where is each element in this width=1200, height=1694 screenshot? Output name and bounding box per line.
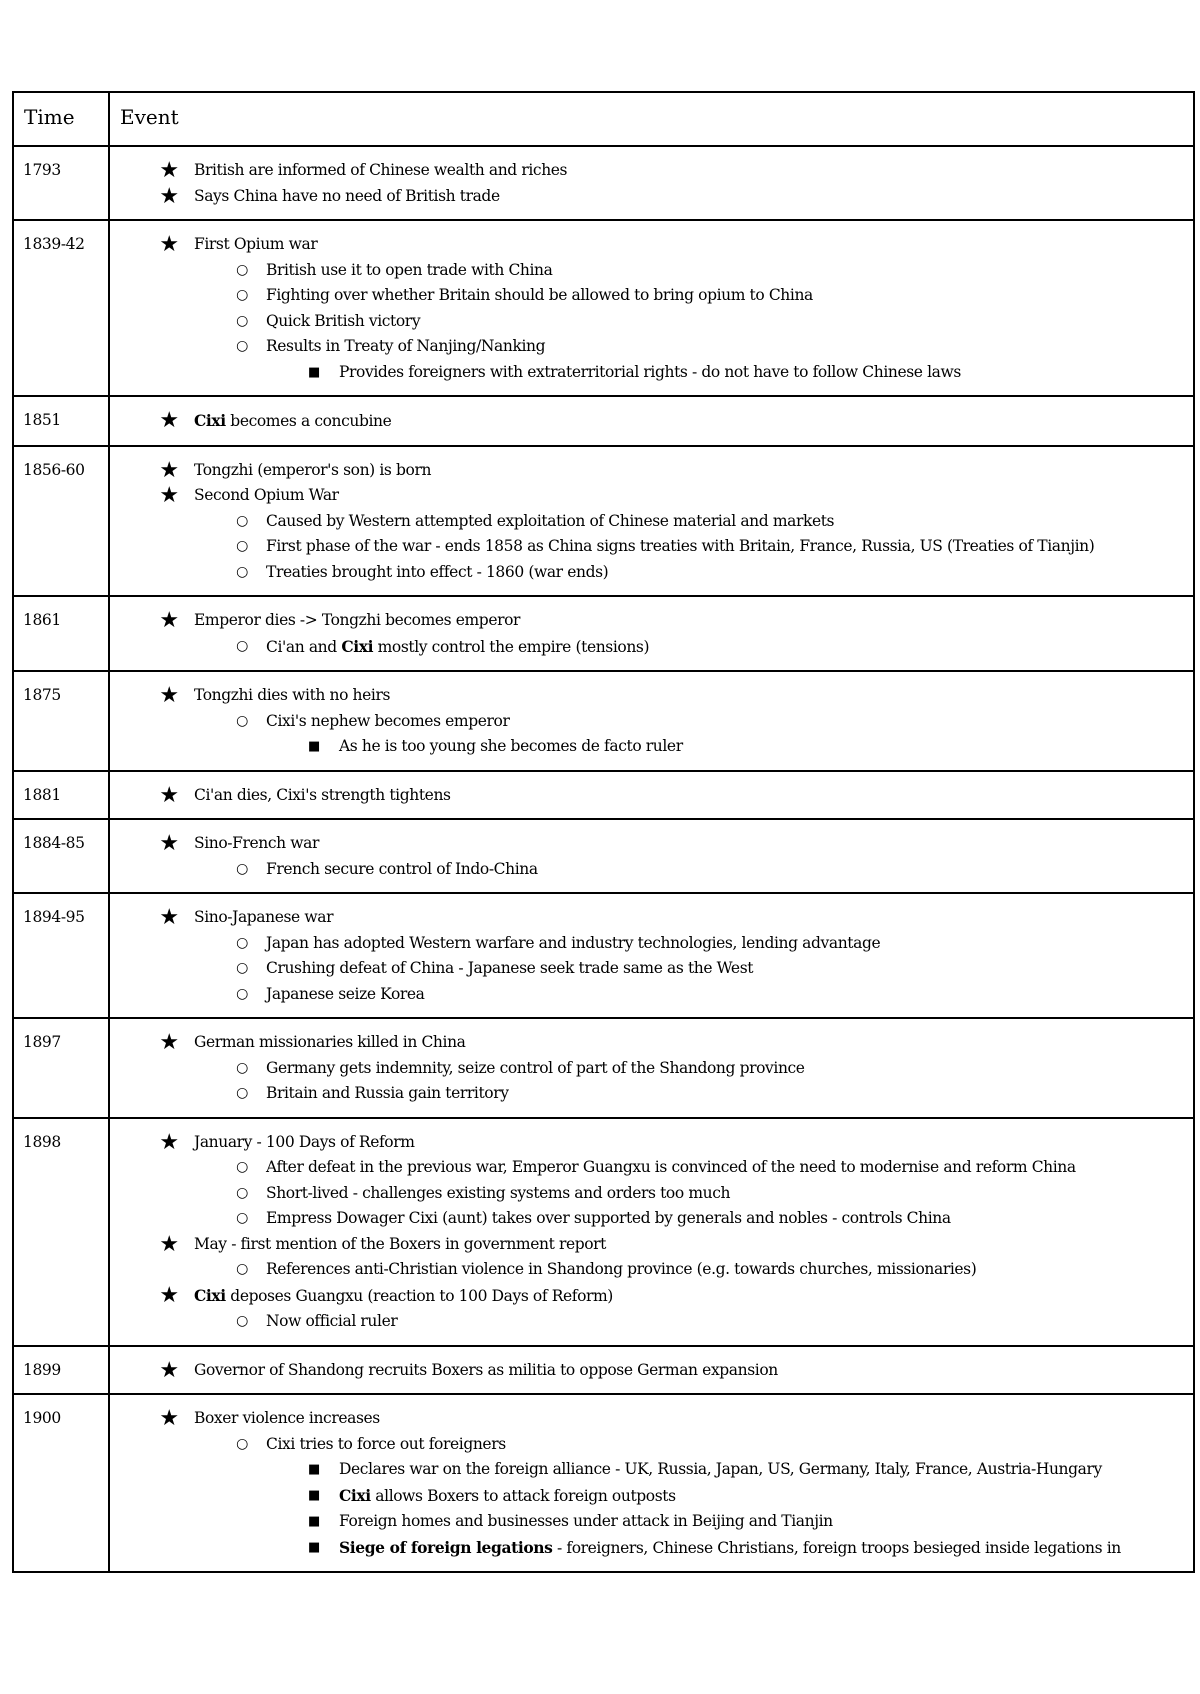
- square-bullet-icon: ■: [308, 1539, 320, 1555]
- event-header: Event: [109, 92, 1194, 146]
- list-item: [119, 1509, 1185, 1535]
- item-text: French secure control of Indo-China: [266, 859, 538, 878]
- table-row: [13, 146, 1194, 220]
- list-item: [119, 560, 1185, 586]
- time-cell: 1899: [13, 1346, 109, 1395]
- list-item: [119, 608, 1185, 634]
- item-text: First phase of the war - ends 1858 as China signs treaties with Britain, France, Russia, US (Treaties of Tianjin): [266, 537, 1095, 555]
- item-text: Boxer violence increases: [194, 1409, 380, 1427]
- star-bullet-icon: ★: [159, 232, 179, 257]
- list-item: [119, 931, 1185, 957]
- item-text: mostly control the empire (tensions): [373, 637, 650, 656]
- list-item: [119, 831, 1185, 857]
- circle-bullet-icon: ○: [236, 312, 248, 329]
- star-bullet-icon: ★: [159, 782, 179, 808]
- list-item: [119, 1181, 1185, 1207]
- star-bullet-icon: ★: [159, 1357, 179, 1383]
- emphasized-text: Siege of foreign legations: [339, 1537, 553, 1557]
- event-cell: [109, 220, 1194, 396]
- emphasized-text: Cixi: [194, 411, 226, 430]
- list-item: [119, 483, 1185, 509]
- item-text: deposes Guangxu (reaction to 100 Days of Reform): [225, 1286, 613, 1305]
- time-cell: 1884-85: [13, 819, 109, 893]
- square-bullet-icon: ■: [308, 1462, 320, 1477]
- item-text: Tongzhi (emperor's son) is born: [194, 460, 432, 479]
- table-row: [13, 220, 1194, 396]
- table-row: [13, 1018, 1194, 1118]
- item-text: Ci'an and: [266, 637, 342, 656]
- item-text: References anti-Christian violence in Shandong province (e.g. towards churches, missionaries): [266, 1260, 977, 1278]
- event-cell: [109, 893, 1194, 1018]
- item-text: Cixi tries to force out foreigners: [266, 1434, 506, 1453]
- event-cell: [109, 1018, 1194, 1118]
- star-bullet-icon: ★: [159, 483, 179, 508]
- list-item: [119, 634, 1185, 661]
- table-row: [13, 396, 1194, 446]
- time-cell: 1851: [13, 396, 109, 446]
- time-cell: 1875: [13, 671, 109, 771]
- list-item: [119, 1483, 1185, 1510]
- list-item: [119, 509, 1185, 535]
- emphasized-text: Cixi: [339, 1485, 371, 1505]
- event-cell: [109, 1118, 1194, 1346]
- timeline-table: [12, 91, 1195, 1573]
- list-item: [119, 1406, 1185, 1432]
- circle-bullet-icon: ○: [236, 287, 248, 303]
- circle-bullet-icon: ○: [236, 860, 248, 877]
- item-text: First Opium war: [194, 235, 318, 253]
- list-item: [119, 1155, 1185, 1181]
- event-cell: [109, 446, 1194, 597]
- event-cell: [109, 819, 1194, 893]
- emphasized-text: Cixi: [194, 1285, 226, 1305]
- list-item: [119, 1309, 1185, 1335]
- table-row: [13, 1346, 1194, 1395]
- circle-bullet-icon: ○: [236, 1313, 248, 1329]
- star-bullet-icon: ★: [159, 1282, 179, 1308]
- event-cell: [109, 146, 1194, 220]
- list-item: [119, 158, 1185, 184]
- list-item: [119, 232, 1185, 258]
- item-text: British are informed of Chinese wealth and riches: [194, 161, 568, 179]
- list-item: [119, 683, 1185, 709]
- list-item: [119, 1030, 1185, 1056]
- item-text: Governor of Shandong recruits Boxers as militia to oppose German expansion: [194, 1360, 778, 1379]
- item-text: Sino-Japanese war: [194, 908, 334, 926]
- square-bullet-icon: ■: [308, 1514, 320, 1529]
- list-item: [119, 184, 1185, 210]
- event-cell: [109, 596, 1194, 671]
- star-bullet-icon: ★: [159, 683, 179, 708]
- time-cell: 1881: [13, 771, 109, 820]
- circle-bullet-icon: ○: [236, 637, 248, 654]
- list-item: [119, 408, 1185, 435]
- item-text: Results in Treaty of Nanjing/Nanking: [266, 337, 546, 355]
- star-bullet-icon: ★: [159, 1030, 179, 1055]
- item-text: Germany gets indemnity, seize control of part of the Shandong province: [266, 1058, 805, 1077]
- item-text: Ci'an dies, Cixi's strength tightens: [194, 785, 451, 804]
- circle-bullet-icon: ○: [236, 1261, 248, 1277]
- time-cell: 1897: [13, 1018, 109, 1118]
- list-item: [119, 534, 1185, 560]
- list-item: [119, 1206, 1185, 1232]
- time-header: Time: [13, 92, 109, 146]
- table-row: [13, 1394, 1194, 1572]
- time-cell: 1793: [13, 146, 109, 220]
- star-bullet-icon: ★: [159, 1231, 179, 1257]
- time-cell: 1861: [13, 596, 109, 671]
- list-item: [119, 734, 1185, 760]
- item-text: Now official ruler: [266, 1312, 398, 1330]
- list-item: [119, 309, 1185, 335]
- time-cell: 1894-95: [13, 893, 109, 1018]
- time-cell: 1839-42: [13, 220, 109, 396]
- list-item: [119, 458, 1185, 484]
- star-bullet-icon: ★: [159, 158, 179, 183]
- circle-bullet-icon: ○: [236, 712, 248, 729]
- item-text: Crushing defeat of China - Japanese seek trade same as the West: [266, 959, 754, 977]
- circle-bullet-icon: ○: [236, 1210, 248, 1226]
- header-row: [13, 92, 1194, 146]
- list-item: [119, 258, 1185, 284]
- list-item: [119, 1535, 1185, 1562]
- item-text: Tongzhi dies with no heirs: [194, 686, 391, 704]
- star-bullet-icon: ★: [159, 831, 179, 856]
- time-cell: 1856-60: [13, 446, 109, 597]
- item-text: Empress Dowager Cixi (aunt) takes over supported by generals and nobles - controls China: [266, 1209, 951, 1227]
- star-bullet-icon: ★: [159, 1406, 179, 1431]
- list-item: [119, 283, 1185, 309]
- list-item: [119, 1130, 1185, 1156]
- circle-bullet-icon: ○: [236, 1085, 248, 1101]
- list-item: [119, 334, 1185, 360]
- table-row: [13, 671, 1194, 771]
- star-bullet-icon: ★: [159, 457, 179, 483]
- item-text: Cixi's nephew becomes emperor: [266, 711, 510, 730]
- circle-bullet-icon: ○: [236, 1435, 248, 1452]
- table-row: [13, 893, 1194, 1018]
- item-text: becomes a concubine: [225, 412, 392, 430]
- list-item: [119, 1056, 1185, 1082]
- list-item: [119, 1283, 1185, 1310]
- item-text: Japanese seize Korea: [266, 984, 425, 1003]
- list-item: [119, 905, 1185, 931]
- item-text: After defeat in the previous war, Emperor Guangxu is convinced of the need to modernise and reform China: [266, 1158, 1076, 1176]
- square-bullet-icon: ■: [308, 364, 320, 380]
- list-item: [119, 1257, 1185, 1283]
- list-item: [119, 1081, 1185, 1107]
- item-text: British use it to open trade with China: [266, 260, 553, 279]
- event-cell: [109, 1346, 1194, 1395]
- list-item: [119, 956, 1185, 982]
- circle-bullet-icon: ○: [236, 960, 248, 976]
- item-text: allows Boxers to attack foreign outposts: [370, 1486, 676, 1505]
- star-bullet-icon: ★: [159, 408, 179, 433]
- circle-bullet-icon: ○: [236, 934, 248, 951]
- item-text: Fighting over whether Britain should be allowed to bring opium to China: [266, 286, 813, 304]
- item-text: Caused by Western attempted exploitation of Chinese material and markets: [266, 511, 835, 530]
- circle-bullet-icon: ○: [236, 338, 248, 354]
- item-text: Declares war on the foreign alliance - UK, Russia, Japan, US, Germany, Italy, France, Austria-Hungary: [339, 1460, 1102, 1478]
- table-row: [13, 1118, 1194, 1346]
- star-bullet-icon: ★: [159, 905, 179, 930]
- table-row: [13, 596, 1194, 671]
- emphasized-text: Cixi: [341, 636, 374, 656]
- table-row: [13, 819, 1194, 893]
- circle-bullet-icon: ○: [236, 512, 248, 529]
- item-text: Quick British victory: [266, 311, 421, 330]
- item-text: Britain and Russia gain territory: [266, 1084, 509, 1102]
- star-bullet-icon: ★: [159, 183, 179, 209]
- circle-bullet-icon: ○: [236, 985, 248, 1002]
- event-cell: [109, 671, 1194, 771]
- item-text: As he is too young she becomes de facto ruler: [339, 737, 683, 755]
- star-bullet-icon: ★: [159, 608, 179, 633]
- item-text: Short-lived - challenges existing systems and orders too much: [266, 1183, 731, 1202]
- circle-bullet-icon: ○: [236, 1184, 248, 1201]
- item-text: Second Opium War: [194, 486, 339, 504]
- list-item: [119, 783, 1185, 809]
- item-text: Emperor dies -> Tongzhi becomes emperor: [194, 611, 521, 629]
- item-text: Says China have no need of British trade: [194, 186, 500, 205]
- circle-bullet-icon: ○: [236, 261, 248, 278]
- item-text: January - 100 Days of Reform: [194, 1132, 415, 1151]
- table-row: [13, 446, 1194, 597]
- item-text: Treaties brought into effect - 1860 (war ends): [266, 562, 609, 581]
- item-text: - foreigners, Chinese Christians, foreign troops besieged inside legations in: [552, 1538, 1121, 1557]
- list-item: [119, 1358, 1185, 1384]
- square-bullet-icon: ■: [308, 1487, 320, 1503]
- item-text: German missionaries killed in China: [194, 1033, 466, 1051]
- list-item: [119, 857, 1185, 883]
- item-text: Provides foreigners with extraterritorial rights - do not have to follow Chinese laws: [339, 362, 961, 381]
- item-text: Japan has adopted Western warfare and industry technologies, lending advantage: [266, 933, 881, 952]
- time-cell: 1898: [13, 1118, 109, 1346]
- list-item: [119, 1457, 1185, 1483]
- event-cell: [109, 771, 1194, 820]
- square-bullet-icon: ■: [308, 739, 320, 754]
- circle-bullet-icon: ○: [236, 1059, 248, 1076]
- timeline-rows: [13, 146, 1194, 1572]
- item-text: Foreign homes and businesses under attack in Beijing and Tianjin: [339, 1512, 833, 1530]
- circle-bullet-icon: ○: [236, 563, 248, 580]
- list-item: [119, 1232, 1185, 1258]
- time-cell: 1900: [13, 1394, 109, 1572]
- list-item: [119, 1432, 1185, 1458]
- event-cell: [109, 396, 1194, 446]
- event-cell: [109, 1394, 1194, 1572]
- star-bullet-icon: ★: [159, 1129, 179, 1155]
- item-text: May - first mention of the Boxers in government report: [194, 1234, 607, 1253]
- list-item: [119, 709, 1185, 735]
- circle-bullet-icon: ○: [236, 1159, 248, 1175]
- circle-bullet-icon: ○: [236, 538, 248, 554]
- list-item: [119, 360, 1185, 386]
- item-text: Sino-French war: [194, 834, 319, 852]
- table-row: [13, 771, 1194, 820]
- list-item: [119, 982, 1185, 1008]
